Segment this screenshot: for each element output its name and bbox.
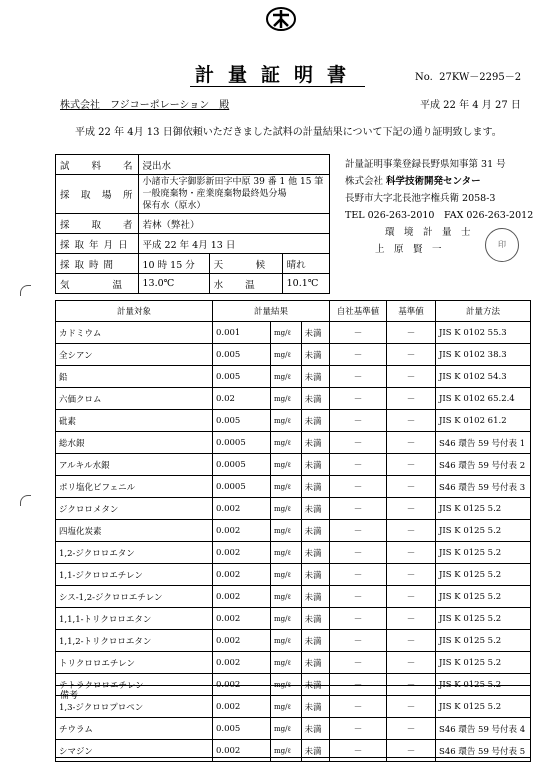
result-own-standard: － (330, 476, 387, 498)
result-standard: － (387, 674, 436, 696)
result-qualifier: 未満 (301, 498, 329, 520)
issuer-name-prefix: 株式会社 (345, 176, 384, 187)
result-method: S46 環告 59 号付表 3 (436, 476, 531, 498)
collector: 若林（弊社） (138, 214, 329, 234)
result-qualifier: 未満 (301, 344, 329, 366)
result-value: 0.002 (213, 740, 271, 762)
result-qualifier: 未満 (301, 674, 329, 696)
weather-label: 天 候 (209, 254, 282, 274)
issuer-person: 上 原 賢 一 (375, 244, 442, 255)
result-unit: mg/ℓ (270, 630, 301, 652)
remarks-label: 備考 (60, 691, 79, 701)
info-row-sample (56, 155, 330, 175)
table-row (56, 498, 531, 520)
sample-info-table (55, 154, 330, 294)
result-unit: mg/ℓ (270, 322, 301, 344)
issuer-address: 長野市大字北長池字権兵衛 2058-3 (345, 193, 496, 204)
result-value: 0.002 (213, 696, 271, 718)
result-method: JIS K 0125 5.2 (436, 696, 531, 718)
result-item: チウラム (56, 718, 213, 740)
result-unit: mg/ℓ (270, 696, 301, 718)
result-unit: mg/ℓ (270, 608, 301, 630)
result-item: トリクロロエチレン (56, 652, 213, 674)
result-qualifier: 未満 (301, 410, 329, 432)
client-company: 株式会社 フジコーポレーション 殿 (60, 100, 230, 111)
result-qualifier: 未満 (301, 696, 329, 718)
result-own-standard: － (330, 608, 387, 630)
sampling-date-label: 採 取 年 月 日 (56, 234, 139, 254)
result-standard: － (387, 586, 436, 608)
result-item: 総水銀 (56, 432, 213, 454)
result-item: カドミウム (56, 322, 213, 344)
sampling-date: 平成 22 年 4月 13 日 (138, 234, 329, 254)
result-value: 0.002 (213, 542, 271, 564)
result-method: JIS K 0125 5.2 (436, 498, 531, 520)
result-item: 鉛 (56, 366, 213, 388)
result-unit: mg/ℓ (270, 388, 301, 410)
result-own-standard: － (330, 366, 387, 388)
result-value: 0.002 (213, 652, 271, 674)
result-method: JIS K 0125 5.2 (436, 652, 531, 674)
table-row (56, 410, 531, 432)
result-standard: － (387, 608, 436, 630)
result-item: 四塩化炭素 (56, 520, 213, 542)
result-method: JIS K 0125 5.2 (436, 542, 531, 564)
result-qualifier: 未満 (301, 718, 329, 740)
result-value: 0.002 (213, 564, 271, 586)
issuer-phone: TEL 026-263-2010 FAX 026-263-2012 (345, 210, 534, 221)
result-standard: － (387, 498, 436, 520)
result-own-standard: － (330, 652, 387, 674)
result-own-standard: － (330, 498, 387, 520)
result-value: 0.0005 (213, 476, 271, 498)
result-method: JIS K 0125 5.2 (436, 564, 531, 586)
results-header-row (56, 301, 531, 322)
result-unit: mg/ℓ (270, 344, 301, 366)
result-own-standard: － (330, 322, 387, 344)
result-item: 六価クロム (56, 388, 213, 410)
result-item: ジクロロメタン (56, 498, 213, 520)
result-value: 0.001 (213, 322, 271, 344)
result-standard: － (387, 432, 436, 454)
result-own-standard: － (330, 586, 387, 608)
result-item: テトラクロロエチレン (56, 674, 213, 696)
result-standard: － (387, 410, 436, 432)
result-unit: mg/ℓ (270, 542, 301, 564)
result-value: 0.002 (213, 674, 271, 696)
company-logo-icon (265, 6, 297, 32)
result-unit: mg/ℓ (270, 740, 301, 762)
info-row-date (56, 234, 330, 254)
water-temp-label: 水 温 (209, 274, 282, 294)
result-item: 砒素 (56, 410, 213, 432)
result-standard: － (387, 652, 436, 674)
table-row (56, 454, 531, 476)
result-standard: － (387, 476, 436, 498)
punch-mark (20, 285, 31, 296)
result-qualifier: 未満 (301, 740, 329, 762)
result-qualifier: 未満 (301, 520, 329, 542)
result-method: JIS K 0125 5.2 (436, 586, 531, 608)
result-standard: － (387, 630, 436, 652)
table-row (56, 586, 531, 608)
issuer-name-line (345, 173, 533, 190)
result-qualifier: 未満 (301, 542, 329, 564)
result-standard: － (387, 366, 436, 388)
result-value: 0.0005 (213, 454, 271, 476)
table-row (56, 608, 531, 630)
document-number-label: No. (415, 72, 433, 83)
table-row (56, 344, 531, 366)
result-method: S46 環告 59 号付表 4 (436, 718, 531, 740)
intro-text: 平成 22 年 4月 13 日御依頼いただきました試料の計量結果について下記の通り証明致します。 (75, 127, 502, 138)
title-underline (190, 86, 365, 87)
result-method: S46 環告 59 号付表 1 (436, 432, 531, 454)
sampling-place-label: 採 取 場 所 (56, 175, 139, 214)
result-item: ポリ塩化ビフェニル (56, 476, 213, 498)
result-qualifier: 未満 (301, 476, 329, 498)
sampling-time: 10 時 15 分 (138, 254, 209, 274)
sample-name-label: 試 料 名 (56, 155, 139, 175)
result-unit: mg/ℓ (270, 454, 301, 476)
result-qualifier: 未満 (301, 322, 329, 344)
result-value: 0.005 (213, 718, 271, 740)
result-method: S46 環告 59 号付表 2 (436, 454, 531, 476)
result-standard: － (387, 696, 436, 718)
result-value: 0.002 (213, 630, 271, 652)
table-row (56, 542, 531, 564)
result-qualifier: 未満 (301, 586, 329, 608)
result-unit: mg/ℓ (270, 476, 301, 498)
table-row (56, 564, 531, 586)
sampling-place-line3: 保有水（原水） (142, 201, 206, 211)
result-qualifier: 未満 (301, 564, 329, 586)
issuer-role: 環 境 計 量 士 (385, 227, 471, 238)
water-temp: 10.1℃ (282, 274, 329, 294)
result-qualifier: 未満 (301, 630, 329, 652)
result-method: S46 環告 59 号付表 5 (436, 740, 531, 762)
result-standard: － (387, 520, 436, 542)
result-standard: － (387, 564, 436, 586)
result-standard: － (387, 740, 436, 762)
result-item: 1,3-ジクロロプロペン (56, 696, 213, 718)
table-row (56, 630, 531, 652)
result-item: アルキル水銀 (56, 454, 213, 476)
document-title: 計量証明書 (195, 64, 361, 86)
result-qualifier: 未満 (301, 608, 329, 630)
info-row-place (56, 175, 330, 214)
result-method: JIS K 0102 38.3 (436, 344, 531, 366)
result-method: JIS K 0125 5.2 (436, 520, 531, 542)
result-own-standard: － (330, 454, 387, 476)
result-value: 0.002 (213, 520, 271, 542)
result-unit: mg/ℓ (270, 498, 301, 520)
result-qualifier: 未満 (301, 366, 329, 388)
col-header-own-standard: 自社基準値 (330, 301, 387, 322)
table-row (56, 366, 531, 388)
result-own-standard: － (330, 344, 387, 366)
issuer-name: 科学技術開発センター (386, 176, 481, 187)
result-item: 1,1-ジクロロエチレン (56, 564, 213, 586)
result-standard: － (387, 454, 436, 476)
result-unit: mg/ℓ (270, 410, 301, 432)
result-unit: mg/ℓ (270, 520, 301, 542)
result-standard: － (387, 542, 436, 564)
result-unit: mg/ℓ (270, 432, 301, 454)
result-unit: mg/ℓ (270, 718, 301, 740)
result-own-standard: － (330, 696, 387, 718)
sampling-place-line2: 一般廃棄物・産業廃棄物最終処分場 (142, 189, 287, 199)
result-standard: － (387, 718, 436, 740)
result-value: 0.005 (213, 366, 271, 388)
result-unit: mg/ℓ (270, 366, 301, 388)
collector-label: 採 取 者 (56, 214, 139, 234)
result-qualifier: 未満 (301, 454, 329, 476)
result-value: 0.002 (213, 608, 271, 630)
result-standard: － (387, 388, 436, 410)
result-own-standard: － (330, 740, 387, 762)
result-own-standard: － (330, 630, 387, 652)
col-header-result: 計量結果 (213, 301, 330, 322)
sampling-time-label: 採 取 時 間 (56, 254, 139, 274)
result-unit: mg/ℓ (270, 586, 301, 608)
result-value: 0.002 (213, 586, 271, 608)
result-method: JIS K 0125 5.2 (436, 674, 531, 696)
document-number (415, 68, 521, 83)
result-qualifier: 未満 (301, 388, 329, 410)
col-header-standard: 基準値 (387, 301, 436, 322)
col-header-method: 計量方法 (436, 301, 531, 322)
sample-name: 浸出水 (138, 155, 329, 175)
result-method: JIS K 0102 54.3 (436, 366, 531, 388)
info-row-time (56, 254, 330, 274)
sampling-place-line1: 小諸市大字御影新田字中原 39 番 1 他 15 筆 (142, 177, 324, 187)
result-own-standard: － (330, 520, 387, 542)
info-row-temp (56, 274, 330, 294)
result-item: 1,2-ジクロロエタン (56, 542, 213, 564)
punch-mark (20, 495, 31, 506)
result-qualifier: 未満 (301, 652, 329, 674)
result-value: 0.005 (213, 410, 271, 432)
result-item: シス-1,2-ジクロロエチレン (56, 586, 213, 608)
table-row (56, 652, 531, 674)
air-temp-label: 気 温 (56, 274, 139, 294)
issuer-registration: 計量証明事業登録長野県知事第 31 号 (345, 159, 506, 170)
result-value: 0.0005 (213, 432, 271, 454)
weather: 晴れ (282, 254, 329, 274)
result-own-standard: － (330, 410, 387, 432)
result-item: 全シアン (56, 344, 213, 366)
result-item: シマジン (56, 740, 213, 762)
result-unit: mg/ℓ (270, 652, 301, 674)
result-own-standard: － (330, 542, 387, 564)
result-method: JIS K 0125 5.2 (436, 608, 531, 630)
info-row-collector (56, 214, 330, 234)
issue-date: 平成 22 年 4 月 27 日 (420, 100, 521, 111)
result-item: 1,1,2-トリクロロエタン (56, 630, 213, 652)
result-own-standard: － (330, 432, 387, 454)
table-row (56, 476, 531, 498)
result-item: 1,1,1-トリクロロエタン (56, 608, 213, 630)
result-value: 0.02 (213, 388, 271, 410)
result-own-standard: － (330, 564, 387, 586)
result-method: JIS K 0102 65.2.4 (436, 388, 531, 410)
result-method: JIS K 0125 5.2 (436, 630, 531, 652)
result-value: 0.005 (213, 344, 271, 366)
result-method: JIS K 0102 55.3 (436, 322, 531, 344)
table-row (56, 520, 531, 542)
result-standard: － (387, 344, 436, 366)
air-temp: 13.0℃ (138, 274, 209, 294)
result-standard: － (387, 322, 436, 344)
sampling-place (138, 175, 329, 214)
table-row (56, 388, 531, 410)
result-own-standard: － (330, 388, 387, 410)
table-row (56, 322, 531, 344)
result-own-standard: － (330, 718, 387, 740)
result-value: 0.002 (213, 498, 271, 520)
result-unit: mg/ℓ (270, 564, 301, 586)
result-unit: mg/ℓ (270, 674, 301, 696)
result-method: JIS K 0102 61.2 (436, 410, 531, 432)
result-own-standard: － (330, 674, 387, 696)
col-header-item: 計量対象 (56, 301, 213, 322)
remarks-box (55, 685, 531, 758)
result-qualifier: 未満 (301, 432, 329, 454)
seal-stamp-icon: 印 (485, 228, 519, 262)
document-number-value: 27KW－2295－2 (439, 72, 522, 83)
table-row (56, 432, 531, 454)
